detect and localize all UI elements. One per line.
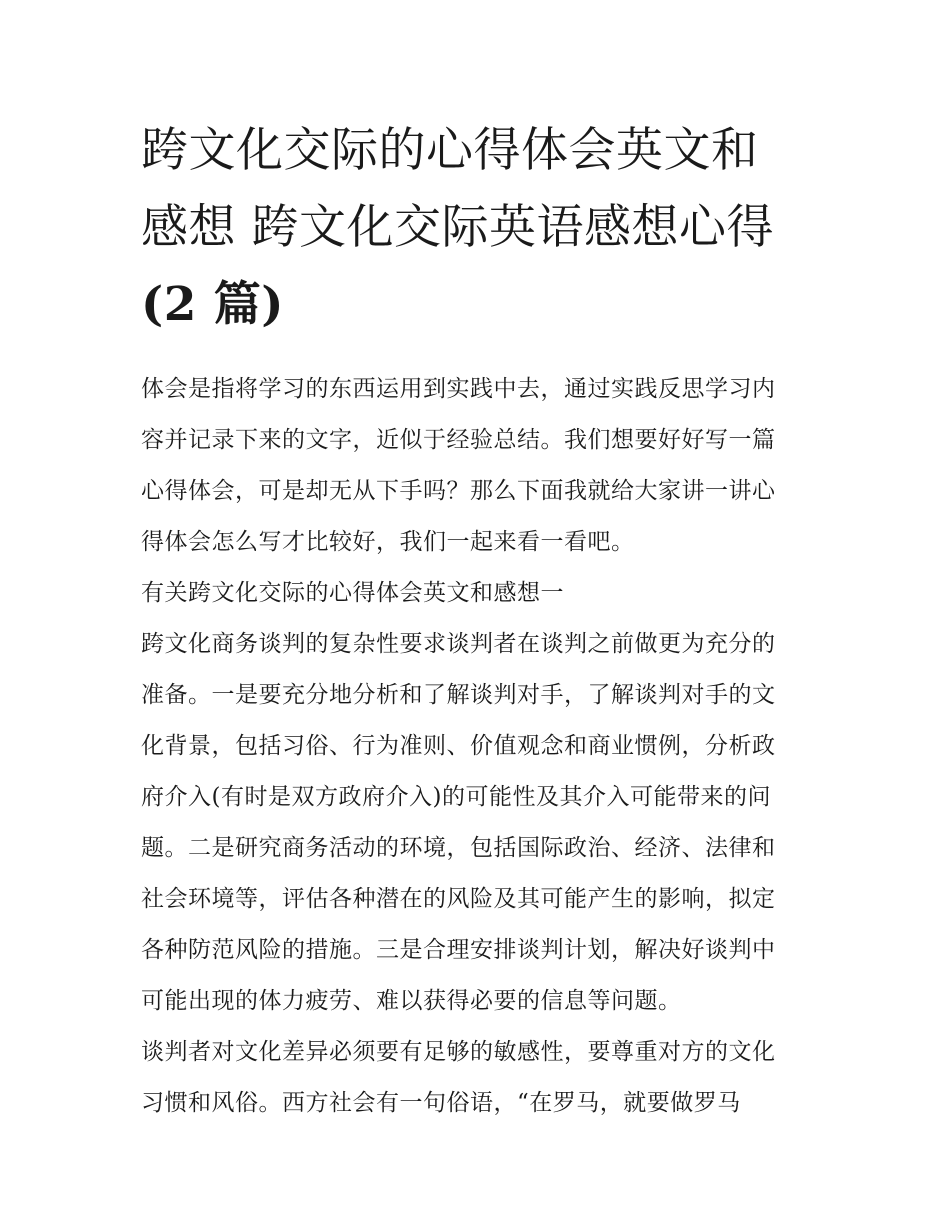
text-line: 容并记录下来的文字，近似于经验总结。我们想要好好写一篇 [141, 427, 776, 453]
text-line: 准备。一是要充分地分析和了解谈判对手，了解谈判对手的文 [141, 682, 776, 708]
title-line: 感想 跨文化交际英语感想心得 [141, 200, 774, 255]
text-line: 各种防范风险的措施。三是合理安排谈判计划，解决好谈判中 [141, 937, 776, 963]
document-body [141, 364, 813, 1129]
text-line: 习惯和风俗。西方社会有一句俗语，“在罗马，就要做罗马 [141, 1090, 741, 1116]
text-line: 府介入(有时是双方政府介入)的可能性及其介入可能带来的问 [141, 784, 771, 810]
text-line: 跨文化商务谈判的复杂性要求谈判者在谈判之前做更为充分的 [141, 631, 776, 657]
document-page [141, 112, 813, 1129]
title-line: 跨文化交际的心得体会英文和 [141, 123, 759, 178]
text-line: 题。二是研究商务活动的环境，包括国际政治、经济、法律和 [141, 835, 776, 861]
text-line: 社会环境等，评估各种潜在的风险及其可能产生的影响，拟定 [141, 886, 776, 912]
text-line: 谈判者对文化差异必须要有足够的敏感性，要尊重对方的文化 [141, 1039, 776, 1065]
text-line: 得体会怎么写才比较好，我们一起来看一看吧。 [141, 529, 635, 555]
body-paragraph [141, 1027, 813, 1129]
section-heading [141, 568, 813, 619]
intro-paragraph [141, 364, 813, 568]
text-line: 体会是指将学习的东西运用到实践中去，通过实践反思学习内 [141, 376, 776, 402]
document-title [141, 112, 813, 343]
text-line: 心得体会，可是却无从下手吗？那么下面我就给大家讲一讲心 [141, 478, 776, 504]
text-line: 化背景，包括习俗、行为准则、价值观念和商业惯例，分析政 [141, 733, 776, 759]
body-paragraph [141, 619, 813, 1027]
text-line: 可能出现的体力疲劳、难以获得必要的信息等问题。 [141, 988, 682, 1014]
text-line: 有关跨文化交际的心得体会英文和感想一 [141, 580, 564, 606]
title-line: (2 篇) [141, 277, 285, 332]
